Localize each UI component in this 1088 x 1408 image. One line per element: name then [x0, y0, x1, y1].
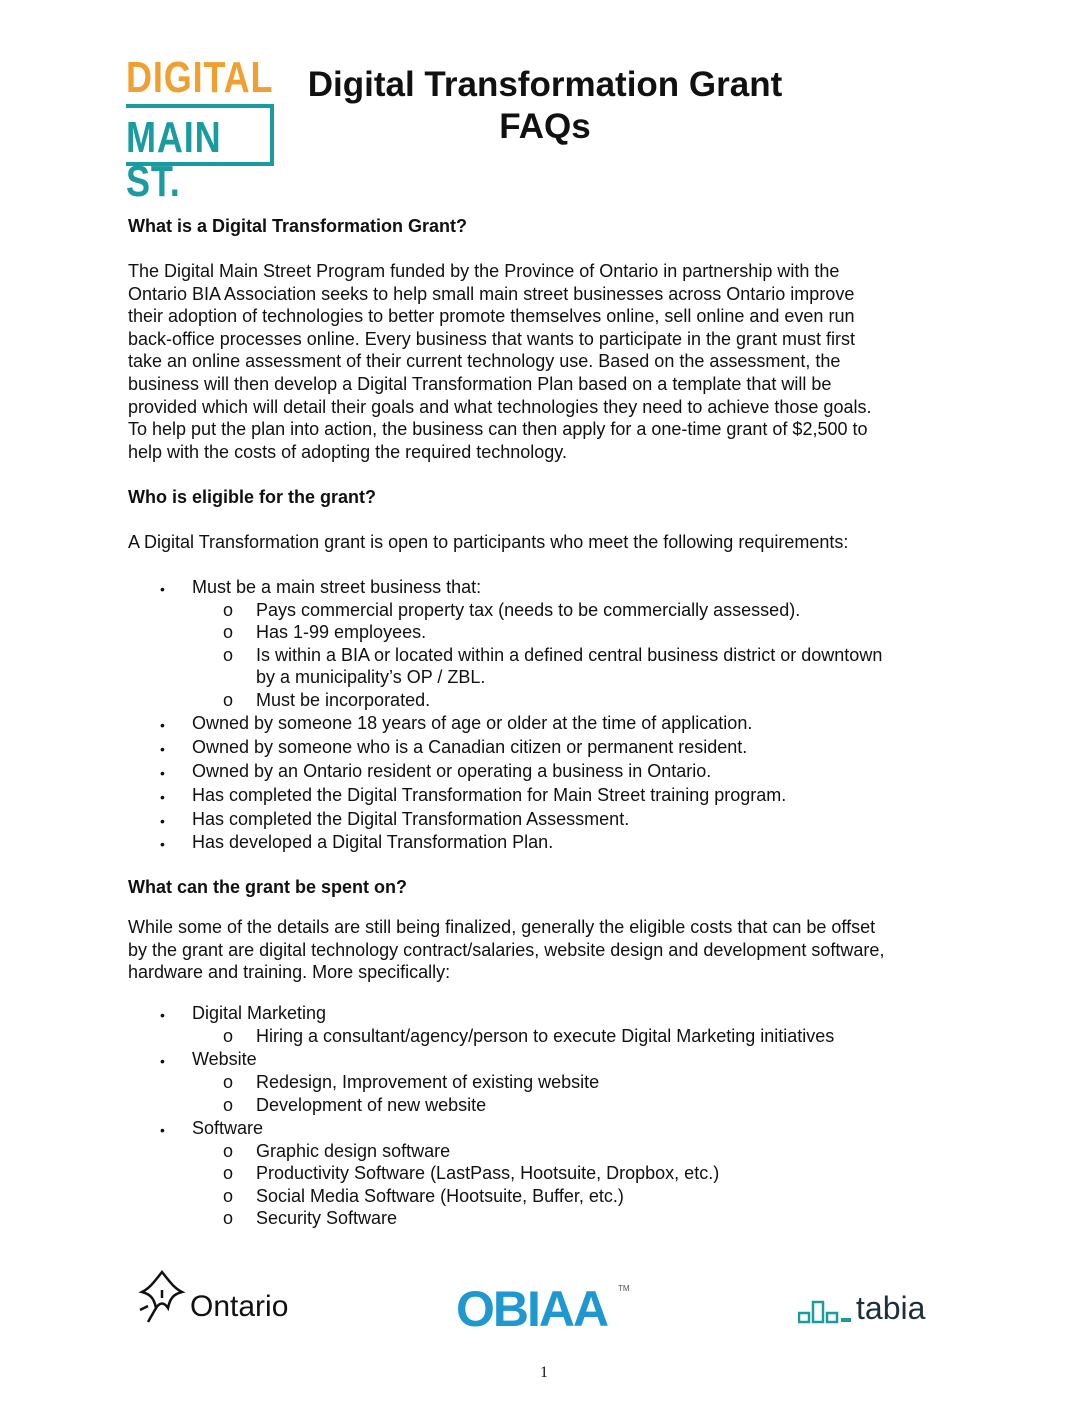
- sub-list-item-continued: by a municipality’s OP / ZBL.: [256, 667, 486, 687]
- logo-line-digital: DIGITAL: [126, 53, 274, 102]
- sub-bullet-marker: o: [223, 1095, 234, 1115]
- bullet-marker: •: [160, 1122, 165, 1138]
- logo-line-main-st: MAIN ST.: [126, 113, 222, 206]
- paragraph-spend: [128, 916, 968, 984]
- bullet-marker: •: [160, 717, 165, 733]
- page-number: 1: [540, 1364, 548, 1381]
- text-line: back-office processes online. Every business that wants to participate in the grant must first: [128, 328, 856, 349]
- text-line: take an online assessment of their current technology use. Based on the assessment, the: [128, 351, 841, 372]
- sub-bullet-marker: o: [223, 600, 234, 620]
- sub-list-item: Security Software: [256, 1208, 398, 1228]
- sub-list-item: Social Media Software (Hootsuite, Buffer, etc.): [256, 1186, 624, 1206]
- title-line-2: FAQs: [499, 107, 591, 146]
- sub-bullet-marker: o: [223, 622, 234, 642]
- text-line: business will then develop a Digital Transformation Plan based on a template that will be: [128, 373, 832, 394]
- sub-list-item: Graphic design software: [256, 1141, 451, 1161]
- sub-list-item: Is within a BIA or located within a defined central business district or downtown: [256, 645, 883, 665]
- bullet-marker: •: [160, 836, 165, 852]
- bullet-marker: •: [160, 789, 165, 805]
- tabia-bars-icon: [798, 1298, 854, 1324]
- bullet-marker: •: [160, 1053, 165, 1069]
- list-item: Digital Marketing: [192, 1003, 327, 1023]
- text-line: their adoption of technologies to better promote themselves online, sell online and even run: [128, 306, 855, 327]
- obiaa-logo-text: OBIAA: [456, 1281, 608, 1337]
- ontario-logo: [134, 1268, 304, 1330]
- obiaa-logo: [456, 1282, 636, 1338]
- sub-list-item: Redesign, Improvement of existing website: [256, 1072, 600, 1092]
- page-title: [300, 64, 790, 148]
- list-item: Owned by someone who is a Canadian citizen or permanent resident.: [192, 737, 748, 757]
- sub-list-item: Has 1-99 employees.: [256, 622, 427, 642]
- sub-bullet-marker: o: [223, 1186, 234, 1206]
- text-line: While some of the details are still being finalized, generally the eligible costs that can be offset: [128, 917, 876, 937]
- heading-who-eligible: Who is eligible for the grant?: [128, 487, 377, 507]
- sub-list-item: Pays commercial property tax (needs to be commercially assessed).: [256, 600, 801, 620]
- sub-bullet-marker: o: [223, 1163, 234, 1183]
- text-line: To help put the plan into action, the business can then apply for a one-time grant of $2,500 to: [128, 419, 868, 440]
- paragraph-what-is-grant: [128, 260, 968, 463]
- text-line: The Digital Main Street Program funded by the Province of Ontario in partnership with the: [128, 261, 840, 281]
- list-item: Has developed a Digital Transformation Plan.: [192, 832, 554, 852]
- bullet-marker: •: [160, 813, 165, 829]
- text-line: by the grant are digital technology contract/salaries, website design and development software,: [128, 939, 885, 960]
- sub-bullet-marker: o: [223, 645, 234, 665]
- sub-bullet-marker: o: [223, 1208, 234, 1228]
- text-line: help with the costs of adopting the required technology.: [128, 441, 567, 462]
- digital-main-street-logo: [126, 53, 278, 206]
- list-item: Owned by an Ontario resident or operating a business in Ontario.: [192, 761, 712, 781]
- sub-bullet-marker: o: [223, 1026, 234, 1046]
- text-line: Ontario BIA Association seeks to help small main street businesses across Ontario improve: [128, 283, 855, 304]
- trademark-mark: TM: [618, 1284, 630, 1293]
- list-item: Has completed the Digital Transformation for Main Street training program.: [192, 785, 787, 805]
- bullet-marker: •: [160, 581, 165, 597]
- list-item: Website: [192, 1049, 257, 1069]
- paragraph-who-intro: A Digital Transformation grant is open to participants who meet the following requirements:: [128, 532, 849, 552]
- bullet-marker: •: [160, 765, 165, 781]
- text-line: provided which will detail their goals and what technologies they need to achieve those goals.: [128, 396, 872, 417]
- heading-what-is-grant: What is a Digital Transformation Grant?: [128, 216, 468, 236]
- tabia-logo-text: tabia: [856, 1290, 926, 1326]
- sub-list-item: Development of new website: [256, 1095, 487, 1115]
- text-line: hardware and training. More specifically:: [128, 962, 451, 983]
- bullet-marker: •: [160, 1007, 165, 1023]
- title-line-1: Digital Transformation Grant: [307, 65, 783, 104]
- list-item: Software: [192, 1118, 264, 1138]
- sub-list-item: Productivity Software (LastPass, Hootsuite, Dropbox, etc.): [256, 1163, 720, 1183]
- heading-what-spent-on: What can the grant be spent on?: [128, 877, 408, 897]
- sub-bullet-marker: o: [223, 1072, 234, 1092]
- list-item: Must be a main street business that:: [192, 577, 482, 597]
- list-item: Owned by someone 18 years of age or older at the time of application.: [192, 713, 753, 733]
- sub-list-item: Must be incorporated.: [256, 690, 431, 710]
- list-item: Has completed the Digital Transformation Assessment.: [192, 809, 630, 829]
- ontario-logo-text: Ontario: [190, 1290, 289, 1323]
- spend-list: [0, 1002, 1088, 1234]
- trillium-icon: [134, 1268, 190, 1326]
- bullet-marker: •: [160, 741, 165, 757]
- tabia-logo: [798, 1290, 948, 1330]
- sub-bullet-marker: o: [223, 690, 234, 710]
- sub-list-item: Hiring a consultant/agency/person to execute Digital Marketing initiatives: [256, 1026, 835, 1046]
- sub-bullet-marker: o: [223, 1141, 234, 1161]
- eligibility-list: [0, 576, 1088, 856]
